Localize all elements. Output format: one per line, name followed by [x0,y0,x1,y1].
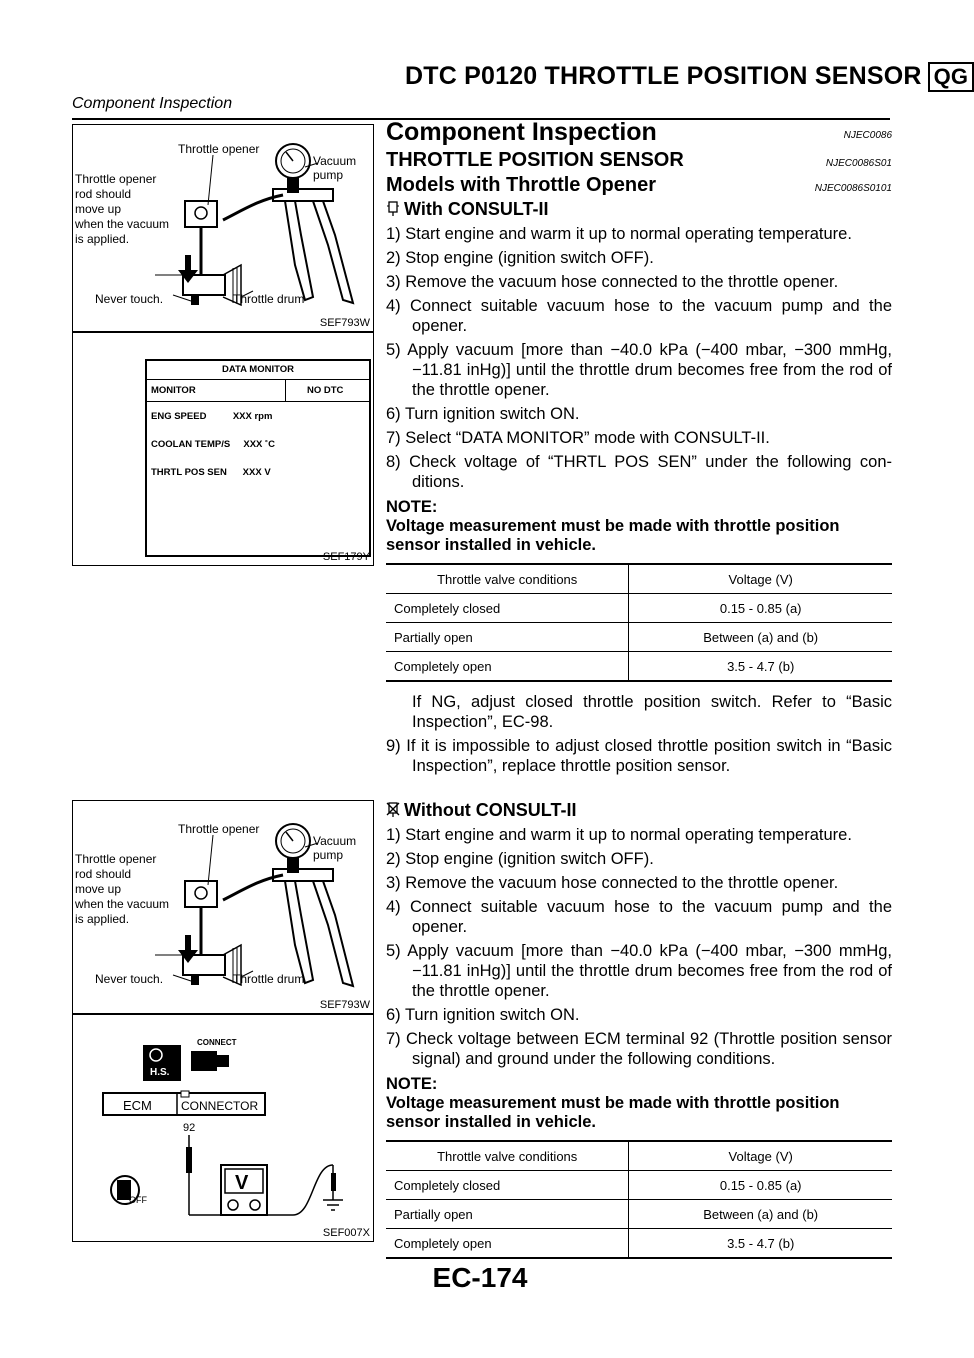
figure-caption: SEF179Y [322,551,370,563]
label-vacuum: Vacuum [313,154,357,168]
table-row: Completely closed 0.15 - 0.85 (a) [386,594,892,623]
label-note-1: Throttle opener [75,852,157,866]
section-without-consult [386,800,892,1259]
ignition-off-label: OFF [129,1195,147,1205]
step-item: 6) Turn ignition switch ON. [386,1006,580,1024]
no-consult-icon [386,802,400,818]
data-monitor-screen [145,359,371,557]
hs-icon-label: H.S. [150,1067,170,1078]
step-item: 2) Stop engine (ignition switch OFF). [386,249,654,267]
table-row: Partially open Between (a) and (b) [386,1200,892,1229]
step-item: 4) Connect suitable vacuum hose to the vacuum pump and the opener. [386,297,892,335]
label-note-2: rod should [75,187,132,201]
figure-data-monitor [72,332,374,566]
label-note-3: move up [75,202,122,216]
label-never-touch: Never touch. [95,972,164,986]
section-subtitle: THROTTLE POSITION SENSOR NJEC0086S01 [386,149,892,171]
section-title-code: NJEC0086 [843,130,892,141]
figure-caption: SEF793W [319,317,370,329]
table-row: Throttle valve conditions Voltage (V) [386,564,892,594]
page-number: EC-174 [432,1262,528,1293]
ecm-voltage-check-diagram [73,1015,373,1241]
page-header-title [405,62,974,92]
label-note-5: is applied. [75,232,130,246]
data-monitor-row-coolant: COOLAN TEMP/S XXX ˚C [151,439,276,450]
table-row: Completely open 3.5 - 4.7 (b) [386,1229,892,1259]
label-throttle-drum: Throttle drum [233,972,305,986]
label-note-4: when the vacuum [75,217,170,231]
step-item: 9) If it is impossible to adjust closed throttle position switch in “Basic Inspection”, replace throttle position sensor. [386,737,892,775]
figure-throttle-opener-1 [72,124,374,332]
section-with-consult [386,118,892,776]
step-item: 3) Remove the vacuum hose connected to the throttle opener. [386,273,839,291]
note-label: NOTE: [386,1075,438,1093]
step-item: 2) Stop engine (ignition switch OFF). [386,850,654,868]
connect-label: CONNECT [197,1038,237,1047]
step-item: 7) Select “DATA MONITOR” mode with CONSULT-II. [386,429,770,447]
step-item: 8) Check voltage of “THRTL POS SEN” under the following con- ditions. [386,453,892,491]
figure-caption: SEF007X [322,1227,370,1239]
models-heading: Models with Throttle Opener NJEC0086S0101 [386,174,892,196]
data-monitor-col-nodtc: NO DTC [307,385,344,396]
consult-icon [386,201,400,217]
terminal-92-label: 92 [183,1122,196,1134]
voltage-table [386,563,892,682]
note-text: Voltage measurement must be made with throttle position sensor installed in vehicle. [386,1094,840,1131]
label-note-1: Throttle opener [75,172,157,186]
throttle-opener-illustration [73,801,373,1013]
step-item: 7) Check voltage between ECM terminal 92 (Throttle position sensor signal) and ground under the following conditions. [386,1030,892,1068]
step-item: 1) Start engine and warm it up to normal operating temperature. [386,826,852,844]
figure-ecm-connector [72,1014,374,1242]
voltage-table [386,1140,892,1259]
throttle-opener-illustration [73,125,373,331]
label-pump: pump [313,168,344,182]
page-header-subtitle: Component Inspection [72,95,233,112]
table-row: Partially open Between (a) and (b) [386,623,892,652]
if-ng-text: If NG, adjust closed throttle position switch. Refer to “Basic Inspection”, EC-98. [412,693,892,731]
label-note-4: when the vacuum [75,897,170,911]
step-item: 5) Apply vacuum [more than −40.0 kPa (−400 mbar, −300 mmHg, −11.81 inHg)] until the throttle drum becomes free from the rod of the throttle opener. [386,341,892,399]
table-row: Completely closed 0.15 - 0.85 (a) [386,1171,892,1200]
label-vacuum: Vacuum [313,834,357,848]
label-throttle-opener: Throttle opener [178,142,260,156]
label-note-2: rod should [75,867,132,881]
data-monitor-row-thrtl: THRTL POS SEN XXX V [151,467,271,478]
header-title-text: DTC P0120 THROTTLE POSITION SENSOR [405,62,922,90]
step-item: 3) Remove the vacuum hose connected to the throttle opener. [386,874,839,892]
ecm-label: ECM [123,1098,152,1113]
table-row: Completely open 3.5 - 4.7 (b) [386,652,892,682]
note-text: Voltage measurement must be made with throttle position sensor installed in vehicle. [386,517,840,554]
step-item: 5) Apply vacuum [more than −40.0 kPa (−400 mbar, −300 mmHg, −11.81 inHg)] until the throttle drum becomes free from the rod of the throttle opener. [386,942,892,1000]
data-monitor-title: DATA MONITOR [222,364,294,375]
section-title: Component Inspection NJEC0086 [386,118,892,146]
voltmeter-v-label: V [235,1172,249,1194]
figure-caption: SEF793W [319,999,370,1011]
data-monitor-row-eng-speed: ENG SPEED XXX rpm [151,411,273,422]
step-item: 4) Connect suitable vacuum hose to the vacuum pump and the opener. [386,898,892,936]
label-never-touch: Never touch. [95,292,164,306]
note-label: NOTE: [386,498,438,516]
section-subtitle-code: NJEC0086S01 [825,158,892,169]
method-without-consult: Without CONSULT-II [386,800,892,821]
label-throttle-drum: Throttle drum [233,292,305,306]
label-throttle-opener: Throttle opener [178,822,260,836]
label-pump: pump [313,848,344,862]
engine-badge: QG [928,62,974,92]
figure-throttle-opener-2 [72,800,374,1014]
label-note-3: move up [75,882,122,896]
table-row: Throttle valve conditions Voltage (V) [386,1141,892,1171]
method-with-consult: With CONSULT-II [386,199,892,220]
step-item: 6) Turn ignition switch ON. [386,405,580,423]
step-item: 1) Start engine and warm it up to normal operating temperature. [386,225,852,243]
connector-label: CONNECTOR [181,1099,259,1113]
data-monitor-col-monitor: MONITOR [151,385,196,396]
label-note-5: is applied. [75,912,130,926]
models-heading-code: NJEC0086S0101 [814,183,892,194]
